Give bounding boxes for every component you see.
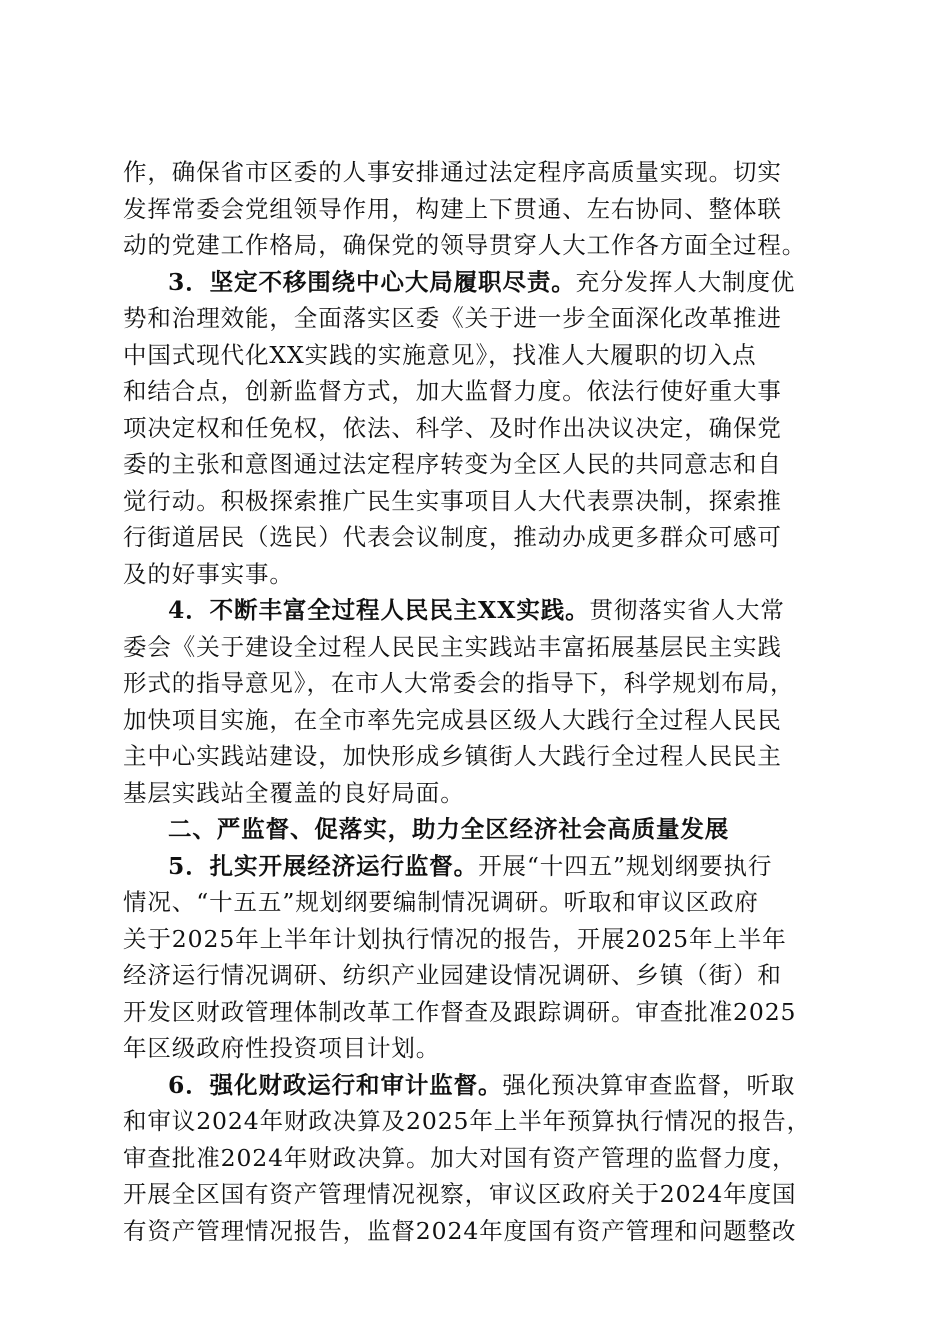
text-line: 关于2025年上半年计划执行情况的报告，开展2025年上半年 bbox=[123, 924, 787, 953]
text-line: 经济运行情况调研、纺织产业园建设情况调研、乡镇（街）和 bbox=[123, 961, 782, 989]
section-6-first-line: 6．强化财政运行和审计监督。强化预决算审查监督，听取 bbox=[168, 1070, 796, 1099]
text-line: 形式的指导意见》，在市人大常委会的指导下，科学规划布局， bbox=[123, 669, 795, 697]
section-4-title: 4．不断丰富全过程人民民主XX实践。 bbox=[168, 596, 590, 624]
text-line: 情况、“十五五”规划纲要编制情况调研。听取和审议区政府 bbox=[123, 888, 759, 916]
text-line: 项决定权和任免权，依法、科学、及时作出决议决定，确保党 bbox=[123, 413, 782, 442]
text-line: 势和治理效能，全面落实区委《关于进一步全面深化改革推进 bbox=[123, 304, 782, 332]
text-line: 年区级政府性投资项目计划。 bbox=[123, 1034, 441, 1062]
section-6-title: 6．强化财政运行和审计监督。 bbox=[168, 1070, 503, 1099]
text-line: 开发区财政管理体制改革工作督查及跟踪调研。审查批准2025 bbox=[123, 997, 797, 1026]
section-3-title: 3．坚定不移围绕中心大局履职尽责。 bbox=[168, 267, 576, 296]
text-line: 委的主张和意图通过法定程序转变为全区人民的共同意志和自 bbox=[123, 450, 782, 478]
text-line: 主中心实践站建设，加快形成乡镇街人大践行全过程人民民主 bbox=[123, 742, 782, 770]
section-4-first-line: 4．不断丰富全过程人民民主XX实践。贯彻落实省人大常 bbox=[168, 596, 785, 624]
document-body bbox=[123, 154, 833, 1249]
text-line: 觉行动。积极探索推广民生实事项目人大代表票决制，探索推 bbox=[123, 486, 782, 515]
text-line: 动的党建工作格局，确保党的领导贯穿人大工作各方面全过程。 bbox=[123, 231, 807, 259]
text-line: 及的好事实事。 bbox=[123, 559, 294, 588]
chapter-heading: 二、严监督、促落实，助力全区经济社会高质量发展 bbox=[168, 815, 730, 843]
text-line: 基层实践站全覆盖的良好局面。 bbox=[123, 778, 465, 807]
text-line: 审查批准2024年财政决算。加大对国有资产管理的监督力度， bbox=[123, 1143, 797, 1172]
section-5-title: 5．扎实开展经济运行监督。 bbox=[168, 851, 479, 880]
text-line: 开展全区国有资产管理情况视察，审议区政府关于2024年度国 bbox=[123, 1180, 797, 1208]
text-line: 中国式现代化XX实践的实施意见》，找准人大履职的切入点 bbox=[123, 340, 757, 369]
text-line: 有资产管理情况报告，监督2024年度国有资产管理和问题整改 bbox=[123, 1216, 797, 1245]
text-line: 加快项目实施，在全市率先完成县区级人大践行全过程人民民 bbox=[123, 705, 782, 734]
text-line: 作，确保省市区委的人事安排通过法定程序高质量实现。切实 bbox=[123, 158, 782, 186]
section-5-first-line: 5．扎实开展经济运行监督。开展“十四五”规划纲要执行 bbox=[168, 851, 773, 880]
text-line: 行街道居民（选民）代表会议制度，推动办成更多群众可感可 bbox=[123, 523, 782, 551]
section-3-first-line: 3．坚定不移围绕中心大局履职尽责。充分发挥人大制度优 bbox=[168, 267, 796, 296]
text-line: 委会《关于建设全过程人民民主实践站丰富拓展基层民主实践 bbox=[123, 632, 782, 661]
text-line: 和审议2024年财政决算及2025年上半年预算执行情况的报告， bbox=[123, 1107, 812, 1135]
text-line: 和结合点，创新监督方式，加大监督力度。依法行使好重大事 bbox=[123, 377, 782, 405]
text-line: 发挥常委会党组领导作用，构建上下贯通、左右协同、整体联 bbox=[123, 194, 782, 223]
